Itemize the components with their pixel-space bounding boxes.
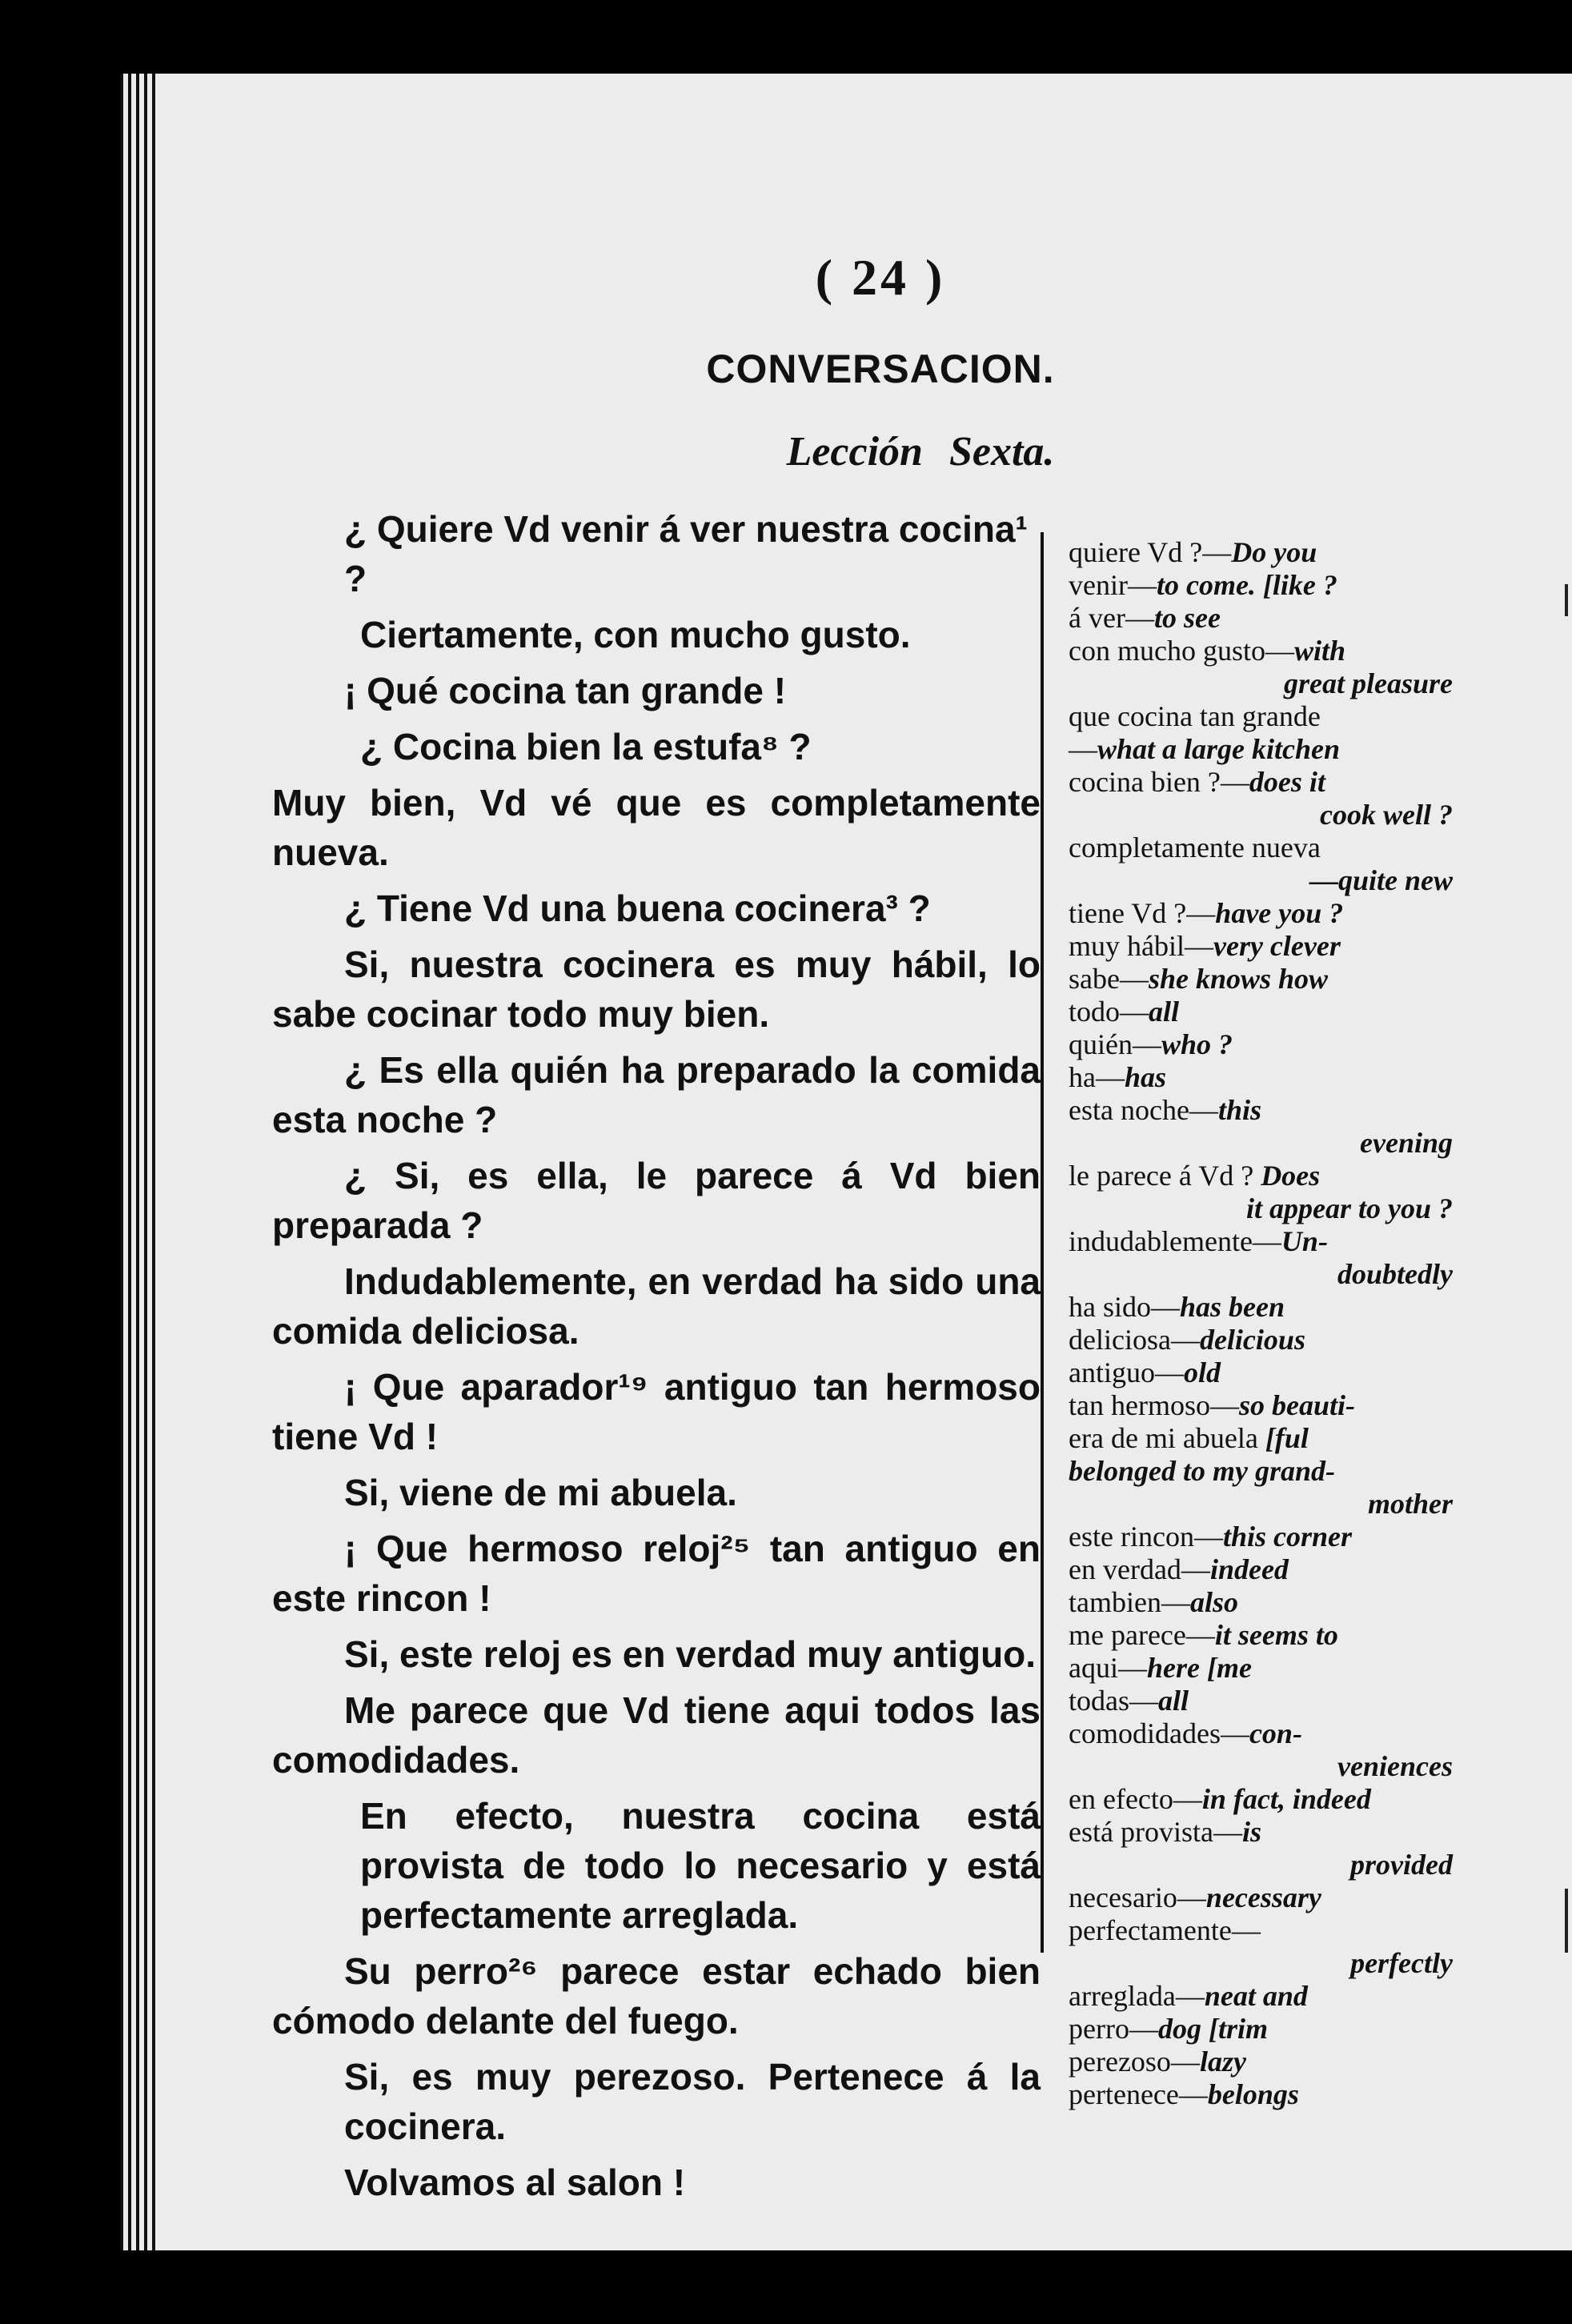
glossary-spanish-term: tambien— xyxy=(1069,1586,1190,1618)
glossary-english-gloss: she knows how xyxy=(1148,963,1329,995)
conversation-paragraph: ¿ Si, es ella, le parece á Vd bien preparada ? xyxy=(272,1155,1041,1246)
glossary-english-gloss: all xyxy=(1158,1685,1189,1717)
glossary-entry xyxy=(1069,963,1453,996)
conversation-paragraph: ¡ Que aparador¹⁹ antiguo tan hermoso tiene Vd ! xyxy=(272,1366,1041,1457)
glossary-entry xyxy=(1069,864,1453,897)
glossary-entry xyxy=(1069,2078,1453,2111)
glossary-spanish-term: todas— xyxy=(1069,1685,1158,1717)
glossary-spanish-term: perro— xyxy=(1069,2013,1158,2045)
glossary-english-gloss: have you ? xyxy=(1215,897,1344,929)
glossary-spanish-term: quiere Vd ?— xyxy=(1069,536,1232,568)
glossary-entry xyxy=(1069,799,1453,831)
glossary-entry xyxy=(1069,1750,1453,1783)
glossary-spanish-term: á ver— xyxy=(1069,602,1154,634)
glossary-entry xyxy=(1069,1553,1453,1586)
glossary-english-gloss: Does xyxy=(1261,1160,1321,1192)
glossary-entry xyxy=(1069,569,1453,602)
glossary-spanish-term: venir— xyxy=(1069,569,1157,601)
glossary-spanish-term: ha sido— xyxy=(1069,1291,1180,1323)
glossary-english-gloss: this corner xyxy=(1222,1521,1352,1553)
glossary-english-gloss: delicious xyxy=(1199,1324,1305,1356)
glossary-entry xyxy=(1069,1258,1453,1291)
glossary-english-gloss: has xyxy=(1124,1061,1167,1093)
glossary-english-gloss: in fact, indeed xyxy=(1201,1783,1371,1815)
glossary-entry xyxy=(1069,1127,1453,1160)
conversation-paragraph: ¿ Es ella quién ha preparado la comida esta noche ? xyxy=(272,1049,1041,1140)
vocabulary-glossary xyxy=(1069,536,1453,2111)
glossary-spanish-term: en efecto— xyxy=(1069,1783,1202,1815)
glossary-spanish-term: tiene Vd ?— xyxy=(1069,897,1216,929)
conversation-paragraph: Me parece que Vd tiene aqui todos las comodidades. xyxy=(272,1689,1041,1781)
glossary-entry xyxy=(1069,930,1453,963)
glossary-spanish-term: arreglada— xyxy=(1069,1980,1205,2012)
glossary-entry xyxy=(1069,733,1453,766)
glossary-english-gloss: doubtedly xyxy=(1337,1258,1453,1290)
glossary-english-gloss: to come. [like ? xyxy=(1156,569,1337,601)
glossary-english-gloss: great pleasure xyxy=(1284,667,1453,699)
glossary-english-gloss: old xyxy=(1183,1356,1221,1388)
glossary-entry xyxy=(1069,1783,1453,1816)
conversation-paragraph: Si, nuestra cocinera es muy hábil, lo sabe cocinar todo muy bien. xyxy=(272,944,1041,1035)
glossary-spanish-term: antiguo— xyxy=(1069,1356,1184,1388)
glossary-english-gloss: who ? xyxy=(1161,1028,1233,1060)
glossary-english-gloss: this xyxy=(1217,1094,1261,1126)
glossary-entry xyxy=(1069,1586,1453,1619)
conversation-paragraph: Si, este reloj es en verdad muy antiguo. xyxy=(344,1633,1037,1675)
conversation-paragraph: ¿ Cocina bien la estufa⁸ ? xyxy=(360,726,812,767)
glossary-entry xyxy=(1069,1061,1453,1094)
glossary-entry xyxy=(1069,1192,1453,1225)
glossary-entry xyxy=(1069,897,1453,930)
conversation-text xyxy=(272,504,1041,2214)
glossary-spanish-term: comodidades— xyxy=(1069,1717,1249,1749)
glossary-entry xyxy=(1069,1324,1453,1356)
glossary-english-gloss: —quite new xyxy=(1309,864,1453,896)
glossary-entry xyxy=(1069,700,1453,733)
glossary-english-gloss: is xyxy=(1241,1816,1261,1848)
glossary-english-gloss: Un- xyxy=(1281,1225,1328,1257)
glossary-entry xyxy=(1069,1225,1453,1258)
glossary-entry xyxy=(1069,1028,1453,1061)
conversation-paragraph: Ciertamente, con mucho gusto. xyxy=(360,614,911,655)
glossary-spanish-term: en verdad— xyxy=(1069,1553,1210,1585)
glossary-spanish-term: ha— xyxy=(1069,1061,1125,1093)
glossary-entry xyxy=(1069,996,1453,1028)
conversation-paragraph: ¿ Tiene Vd una buena cocinera³ ? xyxy=(344,888,931,929)
glossary-entry xyxy=(1069,1422,1453,1455)
glossary-english-gloss: lazy xyxy=(1199,2046,1246,2078)
conversation-paragraph: Muy bien, Vd vé que es completamente nueva. xyxy=(272,782,1041,873)
glossary-spanish-term: era de mi abuela xyxy=(1069,1422,1265,1454)
glossary-entry xyxy=(1069,831,1453,864)
glossary-spanish-term: sabe— xyxy=(1069,963,1149,995)
glossary-spanish-term: indudablemente— xyxy=(1069,1225,1281,1257)
glossary-entry xyxy=(1069,1488,1453,1521)
glossary-english-gloss: provided xyxy=(1350,1849,1453,1881)
glossary-entry xyxy=(1069,1521,1453,1553)
glossary-entry xyxy=(1069,1291,1453,1324)
right-margin-mark xyxy=(1565,1889,1568,1953)
conversation-paragraph: Si, es muy perezoso. Pertenece á la cocinera. xyxy=(344,2056,1041,2147)
glossary-entry xyxy=(1069,1717,1453,1750)
glossary-entry xyxy=(1069,1094,1453,1127)
conversation-paragraph: ¡ Que hermoso reloj²⁵ tan antiguo en este rincon ! xyxy=(272,1528,1041,1619)
glossary-entry xyxy=(1069,2046,1453,2078)
glossary-entry xyxy=(1069,1816,1453,1849)
glossary-spanish-term: — xyxy=(1069,733,1097,765)
glossary-entry xyxy=(1069,635,1453,667)
glossary-entry xyxy=(1069,1389,1453,1422)
glossary-spanish-term: está provista— xyxy=(1069,1816,1242,1848)
glossary-entry xyxy=(1069,1980,1453,2013)
glossary-english-gloss: all xyxy=(1149,996,1180,1028)
glossary-entry xyxy=(1069,1881,1453,1914)
glossary-spanish-term: esta noche— xyxy=(1069,1094,1218,1126)
glossary-english-gloss: perfectly xyxy=(1350,1947,1453,1979)
glossary-english-gloss: it appear to you ? xyxy=(1246,1192,1453,1224)
glossary-english-gloss: [ful xyxy=(1265,1422,1309,1454)
glossary-entry xyxy=(1069,602,1453,635)
glossary-spanish-term: que cocina tan grande xyxy=(1069,700,1321,732)
glossary-english-gloss: veniences xyxy=(1337,1750,1453,1782)
glossary-spanish-term: me parece— xyxy=(1069,1619,1215,1651)
glossary-spanish-term: aqui— xyxy=(1069,1652,1147,1684)
glossary-english-gloss: neat and xyxy=(1204,1980,1308,2012)
glossary-entry xyxy=(1069,1160,1453,1192)
glossary-entry xyxy=(1069,667,1453,700)
glossary-entry xyxy=(1069,766,1453,799)
glossary-entry xyxy=(1069,1947,1453,1980)
glossary-entry xyxy=(1069,1619,1453,1652)
column-divider xyxy=(1041,532,1044,1953)
conversation-paragraph: ¿ Quiere Vd venir á ver nuestra cocina¹ ? xyxy=(344,508,1028,599)
glossary-spanish-term: muy hábil— xyxy=(1069,930,1213,962)
glossary-spanish-term: perfectamente— xyxy=(1069,1914,1261,1946)
glossary-entry xyxy=(1069,2013,1453,2046)
glossary-english-gloss: so beauti- xyxy=(1238,1389,1355,1421)
glossary-english-gloss: dog [trim xyxy=(1157,2013,1268,2045)
glossary-entry xyxy=(1069,1356,1453,1389)
glossary-entry xyxy=(1069,1914,1453,1947)
glossary-spanish-term: necesario— xyxy=(1069,1881,1206,1913)
conversation-paragraph: ¡ Qué cocina tan grande ! xyxy=(344,670,787,711)
glossary-english-gloss: it seems to xyxy=(1214,1619,1338,1651)
conversation-paragraph: Volvamos al salon ! xyxy=(344,2162,686,2203)
glossary-english-gloss: also xyxy=(1189,1586,1238,1618)
glossary-spanish-term: perezoso— xyxy=(1069,2046,1200,2078)
glossary-entry xyxy=(1069,1685,1453,1717)
glossary-english-gloss: indeed xyxy=(1209,1553,1289,1585)
glossary-english-gloss: with xyxy=(1293,635,1346,667)
glossary-spanish-term: cocina bien ?— xyxy=(1069,766,1249,798)
glossary-english-gloss: what a large kitchen xyxy=(1097,733,1341,765)
book-spine-edge xyxy=(120,74,157,2250)
glossary-entry xyxy=(1069,536,1453,569)
page-title: CONVERSACION. xyxy=(706,347,1055,391)
glossary-english-gloss: cook well ? xyxy=(1320,799,1453,831)
glossary-english-gloss: very clever xyxy=(1213,930,1341,962)
glossary-entry xyxy=(1069,1455,1453,1488)
glossary-english-gloss: belonged to my grand- xyxy=(1069,1455,1335,1487)
conversation-paragraph: En efecto, nuestra cocina está provista de todo lo necesario y está perfectamente arreglada. xyxy=(360,1795,1041,1936)
page-number: ( 24 ) xyxy=(815,249,946,306)
glossary-spanish-term: pertenece— xyxy=(1069,2078,1208,2110)
glossary-english-gloss: to see xyxy=(1153,602,1221,634)
glossary-english-gloss: evening xyxy=(1360,1127,1453,1159)
glossary-english-gloss: con- xyxy=(1249,1717,1302,1749)
conversation-paragraph: Indudablemente, en verdad ha sido una comida deliciosa. xyxy=(272,1260,1041,1352)
glossary-spanish-term: todo— xyxy=(1069,996,1149,1028)
glossary-spanish-term: con mucho gusto— xyxy=(1069,635,1294,667)
glossary-spanish-term: quién— xyxy=(1069,1028,1161,1060)
glossary-entry xyxy=(1069,1849,1453,1881)
lesson-subtitle: Lección Sexta. xyxy=(786,429,1055,475)
glossary-spanish-term: este rincon— xyxy=(1069,1521,1223,1553)
right-margin-mark xyxy=(1565,584,1568,616)
glossary-entry xyxy=(1069,1652,1453,1685)
conversation-paragraph: Su perro²⁶ parece estar echado bien cómodo delante del fuego. xyxy=(272,1950,1041,2042)
glossary-english-gloss: here [me xyxy=(1146,1652,1252,1684)
glossary-english-gloss: belongs xyxy=(1207,2078,1299,2110)
glossary-spanish-term: completamente nueva xyxy=(1069,831,1321,863)
glossary-english-gloss: mother xyxy=(1367,1488,1453,1520)
glossary-spanish-term: deliciosa— xyxy=(1069,1324,1200,1356)
glossary-english-gloss: necessary xyxy=(1205,1881,1321,1913)
glossary-english-gloss: does it xyxy=(1249,766,1325,798)
glossary-english-gloss: has been xyxy=(1180,1291,1285,1323)
glossary-english-gloss: Do you xyxy=(1231,536,1317,568)
glossary-spanish-term: le parece á Vd ? xyxy=(1069,1160,1261,1192)
glossary-spanish-term: tan hermoso— xyxy=(1069,1389,1239,1421)
conversation-paragraph: Si, viene de mi abuela. xyxy=(344,1472,737,1513)
